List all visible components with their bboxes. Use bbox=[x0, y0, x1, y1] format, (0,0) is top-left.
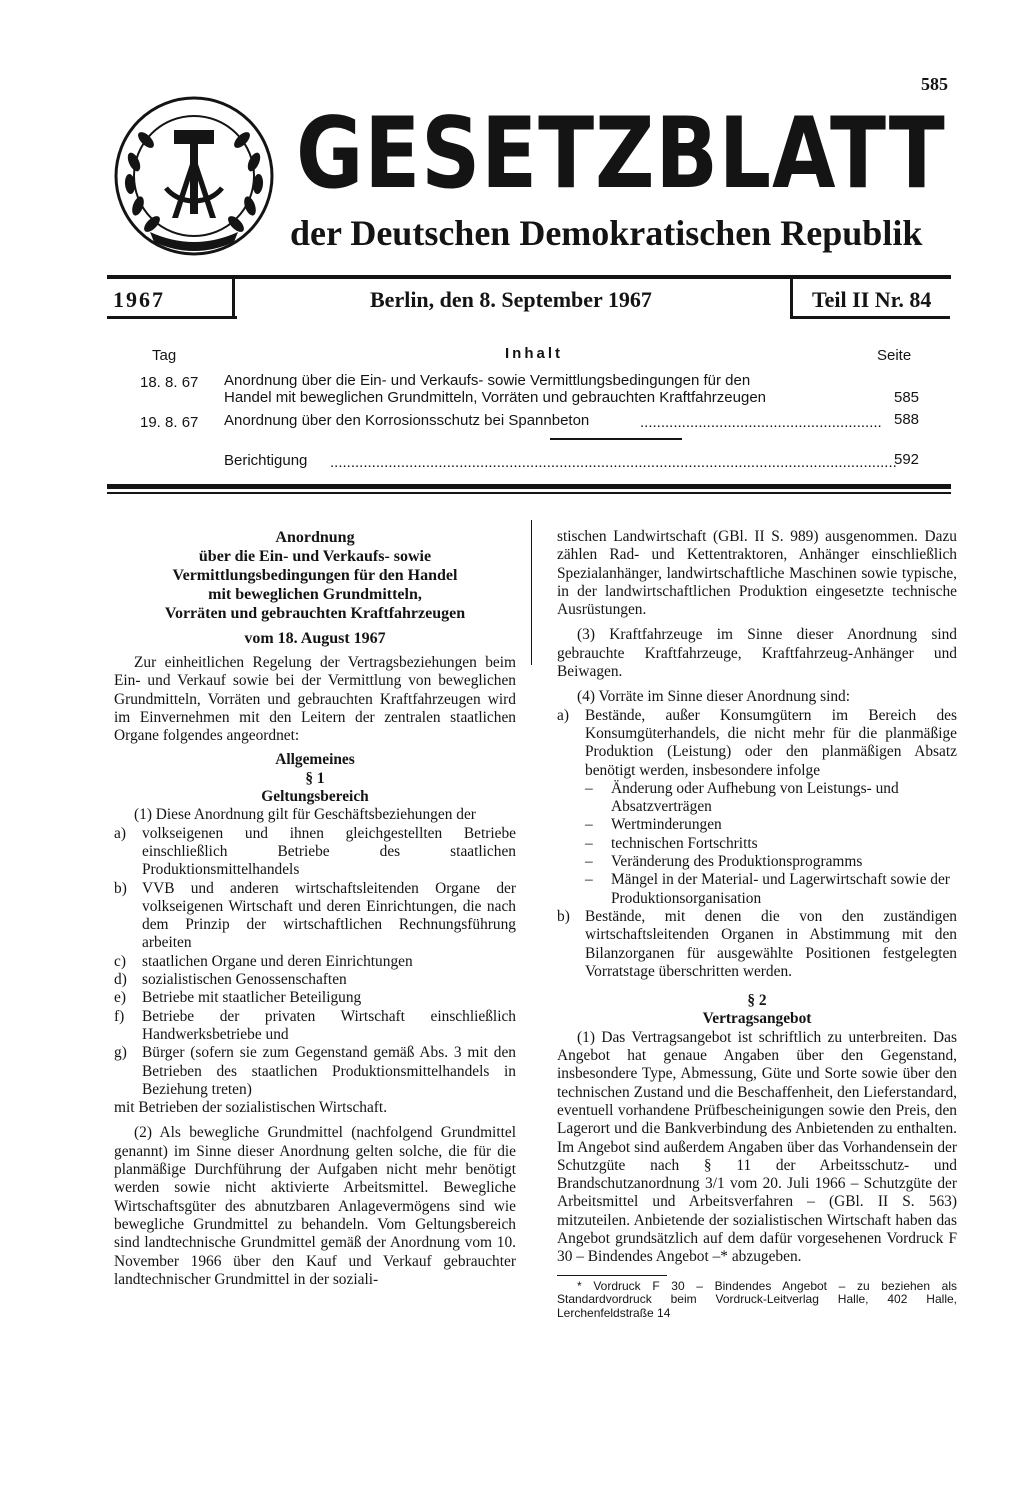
dash-text: Mängel in der Material- und Lagerwirtschaft sowie der Produktionsorganisation bbox=[611, 871, 950, 907]
list-item bbox=[114, 971, 516, 989]
footnote-rule bbox=[557, 1275, 667, 1276]
paragraph-text: (1) Das Vertragsangebot ist schriftlich zu unterbreiten. Das Angebot hat genaue Angaben über den Gegenstand, insbesondere Type, Abmessung, Güte und Sorte sowie über den technischen Zustand und die Beschaffenheit, den Lieferstandard, eventuell vorhandene Prüfbescheinigungen sowie den Preis, den Lagerort und die Bankverbindung des Anbietenden zu enthalten. Im Angebot sind außerdem Angaben über das Vorhandensein der Schutzgüte nach § 11 der Arbeitsschutz- und Brandschutzanordnung 3/1 vom 20. Juli 1966 – Schutzgüte der Arbeitsmittel und Arbeitsverfahren – (GBl. II S. 563) mitzuteilen. Anbietende der sozialistischen Wirtschaft haben das Angebot grundsätzlich auf dem dafür vorgesehenen Vordruck F 30 – Bindendes Angebot –* abzugeben. bbox=[557, 1028, 957, 1266]
list-text: sozialistischen Genossenschaften bbox=[142, 971, 347, 989]
header-date: Berlin, den 8. September 1967 bbox=[370, 287, 652, 312]
list-text: Betriebe der privaten Wirtschaft einschließlich Handwerksbetriebe und bbox=[142, 1007, 516, 1043]
list-text: Bürger (sofern sie zum Gegenstand gemäß Abs. 3 mit den Betrieben des staatlichen Produktionsmittelhandels in Beziehung treten) bbox=[142, 1044, 516, 1098]
dash-text: technischen Fortschritts bbox=[611, 834, 758, 852]
toc-leader-dots: ........................................................................................................................................ bbox=[330, 454, 897, 471]
dash-item bbox=[557, 871, 957, 908]
list-text: Bestände, außer Konsumgütern im Bereich des Konsumgüterhandels, die nicht mehr für die planmäßige Produktion (Leistung) oder den planmäßigen Absatz benötigt werden, insbesondere infolge bbox=[585, 706, 957, 779]
right-column bbox=[557, 528, 957, 1320]
list-item bbox=[114, 1044, 516, 1099]
dash-label: – bbox=[585, 853, 593, 871]
header-year: 1967 bbox=[113, 287, 165, 312]
paragraph-title: Geltungsbereich bbox=[261, 788, 369, 806]
header-rule-bottom bbox=[107, 316, 237, 319]
masthead-subtitle: der Deutschen Demokratischen Republik bbox=[290, 213, 923, 253]
list-label: g) bbox=[114, 1044, 127, 1062]
dash-text: Wertminderungen bbox=[611, 816, 722, 834]
dash-label: – bbox=[585, 834, 593, 852]
ordinance-title-line: Anordnung bbox=[275, 529, 355, 546]
dash-item bbox=[557, 780, 957, 817]
toc-entry-page: 592 bbox=[894, 451, 920, 468]
toc-col-day: Tag bbox=[152, 347, 177, 364]
toc-leader-dots: .......................................................... bbox=[640, 414, 882, 431]
toc-entry-page: 588 bbox=[894, 411, 920, 428]
list-label: b) bbox=[557, 907, 570, 925]
list-item bbox=[114, 989, 516, 1007]
paragraph-text: (1) Diese Anordnung gilt für Geschäftsbeziehungen der bbox=[134, 806, 476, 824]
dash-label: – bbox=[585, 816, 593, 834]
list-label: f) bbox=[114, 1007, 125, 1025]
list-text: volkseigenen und ihnen gleichgestellten Betriebe einschließlich Betriebe des staatlichen Produktionsmittelhandels bbox=[142, 824, 516, 879]
list-text: staatlichen Organe und deren Einrichtungen bbox=[142, 952, 413, 970]
paragraph-text: stischen Landwirtschaft (GBl. II S. 989) ausgenommen. Dazu zählen Rad- und Kettentraktoren, Anhänger einschließlich Spezialanhänger, landwirtschaftliche Maschinen sowie typische, in der landwirtschaftlichen Produktion eingesetzte technische Ausrüstungen. bbox=[557, 528, 957, 619]
toc-entry-page: 585 bbox=[894, 389, 920, 406]
dash-item bbox=[557, 816, 957, 834]
toc-entry-day: 18. 8. 67 bbox=[140, 374, 199, 391]
header-rule-bottom-right bbox=[790, 316, 950, 319]
toc-entry-title: Anordnung über die Ein- und Verkaufs- sowie Vermittlungsbedingungen für den bbox=[224, 372, 751, 389]
list-label: a) bbox=[557, 706, 569, 724]
toc-col-content: Inhalt bbox=[505, 345, 563, 362]
toc-entry-day: 19. 8. 67 bbox=[140, 414, 199, 431]
paragraph-number: § 2 bbox=[747, 992, 767, 1010]
section-heading: Allgemeines bbox=[275, 751, 355, 769]
ordinance-title-line: Vermittlungsbedingungen für den Handel bbox=[172, 567, 458, 584]
left-column bbox=[114, 528, 516, 1289]
dash-text: Änderung oder Aufhebung von Leistungs- und Absatzverträgen bbox=[611, 779, 899, 816]
dash-item bbox=[557, 853, 957, 871]
ordinance-title-line: mit beweglichen Grundmitteln, bbox=[208, 586, 422, 603]
list-label: e) bbox=[114, 989, 126, 1007]
list-label: d) bbox=[114, 971, 127, 989]
preamble: Zur einheitlichen Regelung der Vertragsbeziehungen beim Ein- und Verkauf sowie bei der Vermittlung von beweglichen Grundmitteln, Vorräten und gebrauchten Kraftfahrzeugen wird im Einvernehmen mit den Leitern der zentralen staatlichen Organe folgendes angeordnet: bbox=[114, 654, 516, 745]
dash-item bbox=[557, 835, 957, 853]
toc-entry-title: Anordnung über den Korrosionsschutz bei Spannbeton bbox=[224, 412, 590, 429]
ordinance-title-line: über die Ein- und Verkaufs- sowie bbox=[198, 548, 432, 565]
header-part: Teil II Nr. 84 bbox=[812, 287, 932, 312]
masthead-title: GESETZBLATT bbox=[296, 97, 946, 211]
list-item bbox=[114, 953, 516, 971]
dash-label: – bbox=[585, 779, 593, 797]
column-divider bbox=[531, 520, 532, 665]
list-item bbox=[557, 707, 957, 780]
list-item bbox=[557, 908, 957, 981]
list-label: c) bbox=[114, 952, 126, 970]
toc-rule-thin bbox=[107, 492, 951, 494]
dash-label: – bbox=[585, 871, 593, 889]
list-item bbox=[114, 880, 516, 953]
paragraph-text: mit Betrieben der sozialistischen Wirtschaft. bbox=[114, 1099, 388, 1117]
dash-text: Veränderung des Produktionsprogramms bbox=[611, 853, 863, 871]
footnote: * Vordruck F 30 – Bindendes Angebot – zu beziehen als Standardvordruck beim Vordruck-Leitverlag Halle, 402 Halle, Lerchenfeldstraße 14 bbox=[557, 1278, 957, 1320]
paragraph-title: Vertragsangebot bbox=[702, 1010, 812, 1028]
toc-col-page: Seite bbox=[877, 347, 912, 364]
list-label: a) bbox=[114, 824, 126, 842]
list-text: VVB und anderen wirtschaftsleitenden Organe der volkseigenen Wirtschaft und deren Einrichtungen, die nach dem Prinzip der wirtschaftlichen Rechnungsführung arbeiten bbox=[142, 879, 516, 952]
page-number: 585 bbox=[921, 74, 948, 94]
header-divider-left bbox=[232, 279, 235, 317]
list-item bbox=[114, 825, 516, 880]
paragraph-text: (2) Als bewegliche Grundmittel (nachfolgend Grundmittel genannt) im Sinne dieser Anordnung gelten solche, die für die planmäßige Durchführung der Aufgaben nicht mehr benötigt werden sowie nicht aktivierte Arbeitsmittel. Bewegliche Wirtschaftsgüter des abnutzbaren Anlagevermögens sind wie bewegliche Grundmittel zu behandeln. Vom Geltungsbereich sind landtechnische Grundmittel gemäß der Anordnung vom 10. November 1966 über den Kauf und Verkauf gebrauchter landtechnischer Grundmittel in der soziali- bbox=[114, 1124, 516, 1288]
list-item bbox=[114, 1008, 516, 1045]
state-emblem-icon bbox=[110, 92, 278, 260]
list-label: b) bbox=[114, 879, 127, 897]
toc-entry-title: Handel mit beweglichen Grundmitteln, Vorräten und gebrauchten Kraftfahrzeugen bbox=[224, 389, 766, 406]
ordinance-date: vom 18. August 1967 bbox=[244, 630, 386, 647]
toc-rule-thick bbox=[107, 484, 951, 489]
toc-separator bbox=[550, 438, 682, 440]
ordinance-title-line: Vorräten und gebrauchten Kraftfahrzeugen bbox=[164, 605, 466, 622]
toc-entry-title: Berichtigung bbox=[224, 452, 308, 469]
list-text: Betriebe mit staatlicher Beteiligung bbox=[142, 989, 362, 1007]
paragraph-text: (4) Vorräte im Sinne dieser Anordnung sind: bbox=[577, 688, 851, 706]
paragraph-number: § 1 bbox=[305, 769, 325, 787]
list-text: Bestände, mit denen die von den zuständigen wirtschaftsleitenden Organen in Abstimmung mit den Bilanzorganen für ausgewählte Positionen festgelegten Vorratstage überschritten werden. bbox=[585, 907, 957, 980]
paragraph-text: (3) Kraftfahrzeuge im Sinne dieser Anordnung sind gebrauchte Kraftfahrzeuge, Kraftfahrzeug-Anhänger und Beiwagen. bbox=[557, 626, 957, 681]
header-divider-right bbox=[790, 279, 793, 317]
